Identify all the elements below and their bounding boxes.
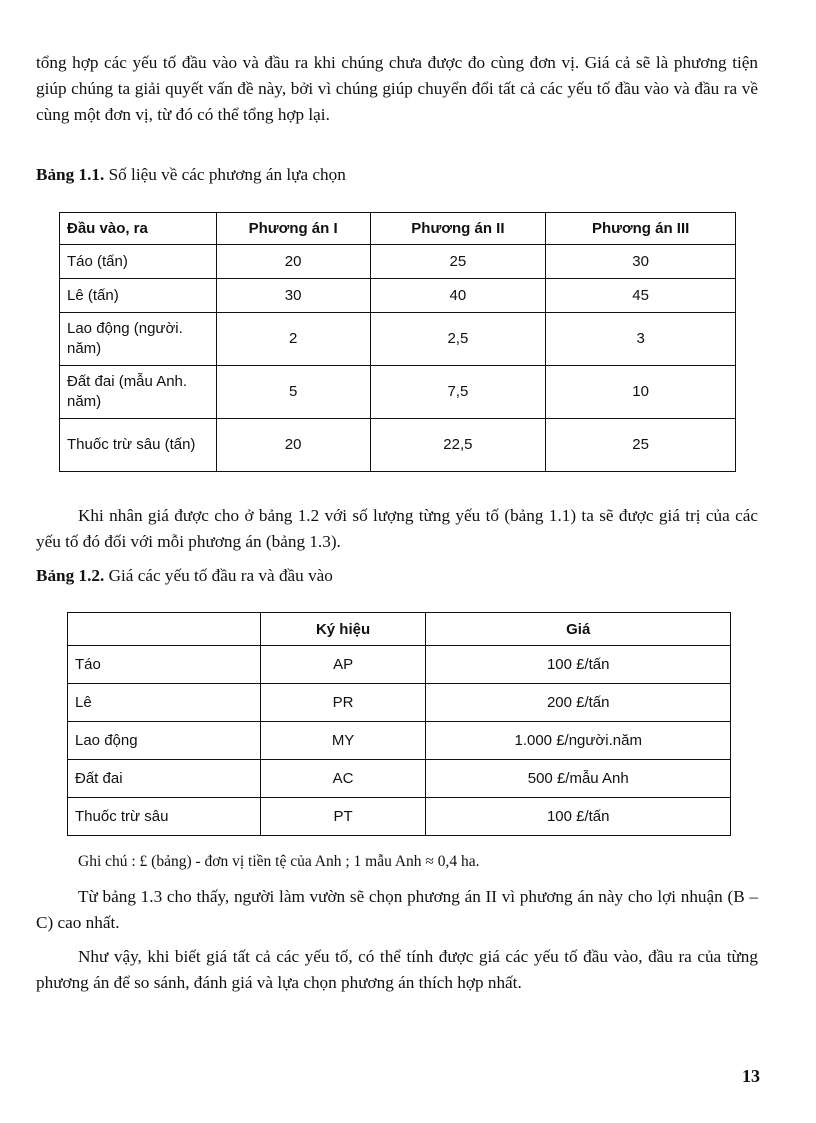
table-row xyxy=(68,684,731,722)
table-header-cell: Giá xyxy=(426,613,731,646)
table-cell: 10 xyxy=(546,366,736,419)
table-cell: 22,5 xyxy=(370,419,546,472)
table-cell: Táo (tấn) xyxy=(60,245,217,279)
table-cell: PR xyxy=(260,684,426,722)
table-header-cell: Ký hiệu xyxy=(260,613,426,646)
table2-caption-label: Bảng 1.2. xyxy=(36,566,105,585)
table-cell: AP xyxy=(260,646,426,684)
conclusion-paragraph-1: Từ bảng 1.3 cho thấy, người làm vườn sẽ chọn phương án II vì phương án này cho lợi nhuận (B – C) cao nhất. xyxy=(36,887,758,932)
intro-paragraph: tổng hợp các yếu tố đầu vào và đầu ra khi chúng chưa được đo cùng đơn vị. Giá cả sẽ là phương tiện giúp chúng ta giải quyết vấn đề này, bởi vì chúng giúp chuyển đổi tất cả các yếu tố đầu vào và đầu ra về cùng một đơn vị, từ đó có thể tổng hợp lại. xyxy=(36,53,758,124)
table-cell: 40 xyxy=(370,279,546,313)
table-row xyxy=(68,722,731,760)
table-cell: Thuốc trừ sâu (tấn) xyxy=(60,419,217,472)
table-cell: 2 xyxy=(216,313,370,366)
table-cell: Táo xyxy=(68,646,261,684)
table-cell: Lao động (người. năm) xyxy=(60,313,217,366)
currency-note: Ghi chú : £ (bảng) - đơn vị tiền tệ của Anh ; 1 mẫu Anh ≈ 0,4 ha. xyxy=(78,853,480,870)
table-header-cell: Phương án II xyxy=(370,213,546,245)
table-cell: 30 xyxy=(216,279,370,313)
table-row xyxy=(68,760,731,798)
table-cell: 3 xyxy=(546,313,736,366)
table-cell: 30 xyxy=(546,245,736,279)
table-cell: 25 xyxy=(370,245,546,279)
table-cell: Đất đai xyxy=(68,760,261,798)
table-cell: Lê xyxy=(68,684,261,722)
table-cell: 500 £/mẫu Anh xyxy=(426,760,731,798)
table-cell: Lê (tấn) xyxy=(60,279,217,313)
paragraph-after-table1: Khi nhân giá được cho ở bảng 1.2 với số lượng từng yếu tố (bảng 1.1) ta sẽ được giá trị của các yếu tố đó đối với mỗi phương án (bảng 1.3). xyxy=(36,506,758,551)
table-header-row xyxy=(68,613,731,646)
conclusion-paragraph-2: Như vậy, khi biết giá tất cả các yếu tố, có thể tính được giá các yếu tố đầu vào, đầu ra của từng phương án để so sánh, đánh giá và lựa chọn phương án thích hợp nhất. xyxy=(36,947,758,992)
table-row xyxy=(60,313,736,366)
table-cell: 2,5 xyxy=(370,313,546,366)
table-row xyxy=(60,279,736,313)
table-cell: 1.000 £/người.năm xyxy=(426,722,731,760)
table-header-cell xyxy=(68,613,261,646)
table-cell: 25 xyxy=(546,419,736,472)
table-cell: 20 xyxy=(216,419,370,472)
table-cell: Thuốc trừ sâu xyxy=(68,798,261,836)
table-header-cell: Phương án III xyxy=(546,213,736,245)
table-cell: Lao động xyxy=(68,722,261,760)
table-row xyxy=(68,646,731,684)
page-number: 13 xyxy=(742,1066,760,1086)
table-header-row xyxy=(60,213,736,245)
table-cell: MY xyxy=(260,722,426,760)
table1-caption xyxy=(36,165,346,185)
table1-caption-text: Số liệu về các phương án lựa chọn xyxy=(108,165,346,184)
table-cell: PT xyxy=(260,798,426,836)
table-cell: 200 £/tấn xyxy=(426,684,731,722)
table-header-cell: Phương án I xyxy=(216,213,370,245)
table-row xyxy=(60,245,736,279)
table-header-cell: Đầu vào, ra xyxy=(60,213,217,245)
table2-caption xyxy=(36,566,333,586)
table1-caption-label: Bảng 1.1. xyxy=(36,165,105,184)
table-cell: Đất đai (mẫu Anh. năm) xyxy=(60,366,217,419)
table-cell: 20 xyxy=(216,245,370,279)
table-cell: 100 £/tấn xyxy=(426,646,731,684)
prices-table xyxy=(67,612,731,836)
table-cell: 100 £/tấn xyxy=(426,798,731,836)
table-cell: AC xyxy=(260,760,426,798)
table-row xyxy=(68,798,731,836)
options-data-table xyxy=(59,212,736,472)
table-cell: 45 xyxy=(546,279,736,313)
table-row xyxy=(60,366,736,419)
table2-caption-text: Giá các yếu tố đầu ra và đầu vào xyxy=(108,566,333,585)
table-row xyxy=(60,419,736,472)
table-cell: 7,5 xyxy=(370,366,546,419)
table-cell: 5 xyxy=(216,366,370,419)
